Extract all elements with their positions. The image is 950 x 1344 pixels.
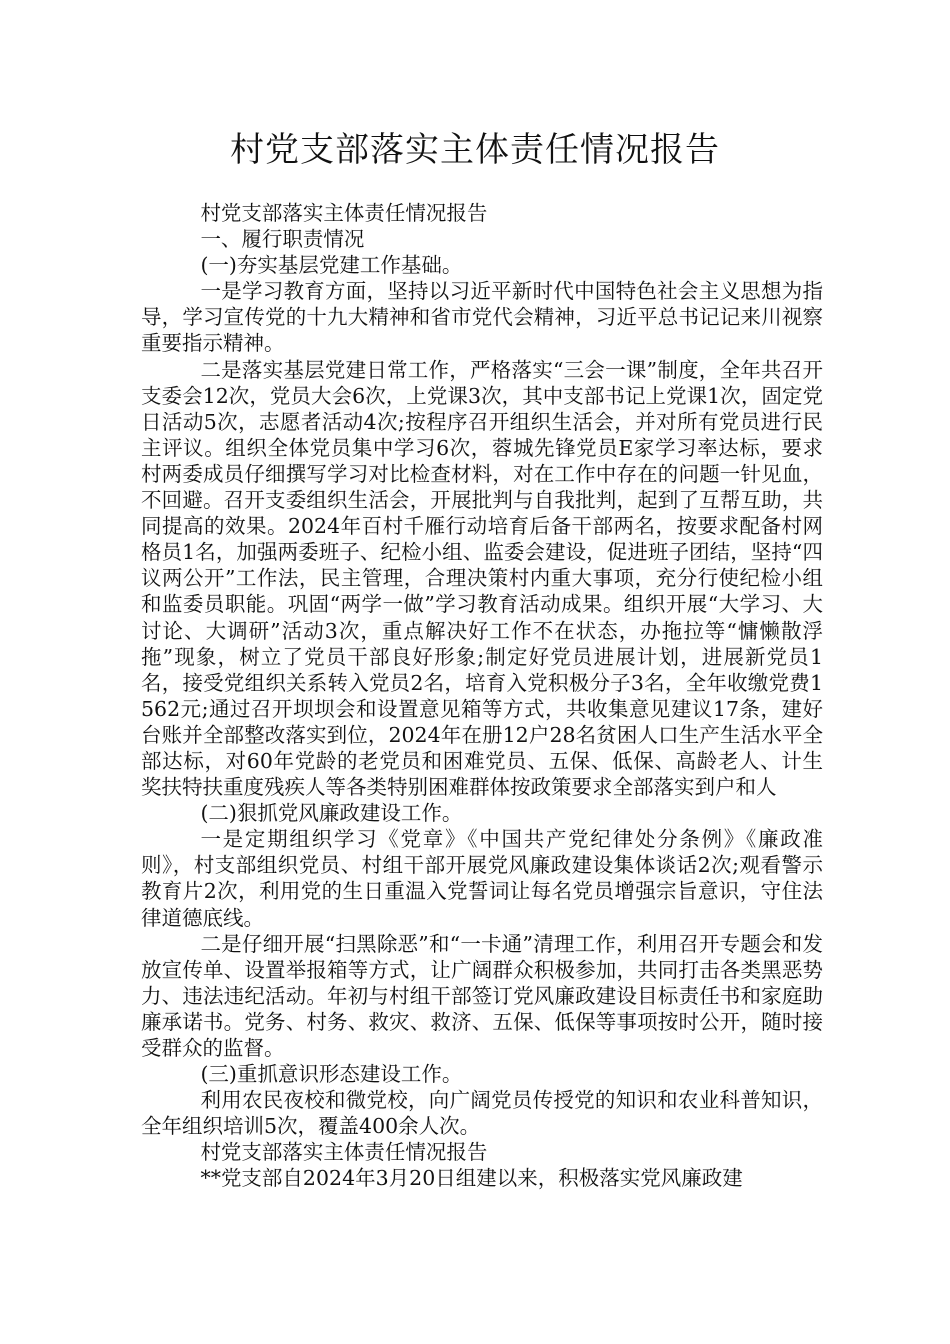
paragraph: 一是定期组织学习《党章》《中国共产党纪律处分条例》《廉政准则》，村支部组织党员、村组干部开展党风廉政建设集体谈话2次;观看警示教育片2次，利用党的生日重温入党誓词让每名党员增强宗旨意识，守住法律道德底线。 — [141, 827, 823, 930]
document-body — [141, 200, 823, 1192]
paragraph: 一是学习教育方面，坚持以习近平新时代中国特色社会主义思想为指导，学习宣传党的十九大精神和省市党代会精神，习近平总书记记来川视察重要指示精神。 — [141, 279, 823, 356]
paragraph-subtitle: 村党支部落实主体责任情况报告 — [200, 201, 488, 225]
subsection-heading-2: (二)狠抓党风廉政建设工作。 — [200, 801, 463, 826]
subsection-heading-1: (一)夯实基层党建工作基础。 — [200, 253, 463, 278]
paragraph: **党支部自2024年3月20日组建以来，积极落实党风廉政建 — [200, 1166, 743, 1191]
section-heading-1: 一、履行职责情况 — [200, 227, 365, 252]
paragraph-repeated-title: 村党支部落实主体责任情况报告 — [200, 1140, 488, 1165]
paragraph: 二是落实基层党建日常工作，严格落实“三会一课”制度，全年共召开支委会12次，党员大会6次，上党课3次，其中支部书记上党课1次，固定党日活动5次，志愿者活动4次;按程序召开组织生活会，并对所有党员进行民主评议。组织全体党员集中学习6次，蓉城先锋党员E家学习率达标，要求村两委成员仔细撰写学习对比检查材料，对在工作中存在的问题一针见血，不回避。召开支委组织生活会，开展批判与自我批判，起到了互帮互助，共同提高的效果。2024年百村千雁行动培育后备干部两名，按要求配备村网格员1名，加强两委班子、纪检小组、监委会建设，促进班子团结，坚持“四议两公开”工作法，民主管理，合理决策村内重大事项，充分行使纪检小组和监委员职能。巩固“两学一做”学习教育活动成果。组织开展“大学习、大讨论、大调研”活动3次，重点解决好工作不在状态，办拖拉等“慵懒散浮拖”现象，树立了党员干部良好形象;制定好党员进展计划，进展新党员1名，接受党组织关系转入党员2名，培育入党积极分子3名，全年收缴党费1562元;通过召开坝坝会和设置意见箱等方式，共收集意见建议17条，建好台账并全部整改落实到位，2024年在册12户28名贫困人口生产生活水平全部达标，对60年党龄的老党员和困难党员、五保、低保、高龄老人、计生奖扶特扶重度残疾人等各类特别困难群体按政策要求全部落实到户和人 — [141, 357, 823, 800]
document-title: 村党支部落实主体责任情况报告 — [230, 130, 720, 170]
subsection-heading-3: (三)重抓意识形态建设工作。 — [200, 1062, 463, 1087]
paragraph: 二是仔细开展“扫黑除恶”和“一卡通”清理工作，利用召开专题会和发放宣传单、设置举报箱等方式，让广阔群众积极参加，共同打击各类黑恶势力、违法违纪活动。年初与村组干部签订党风廉政建设目标责任书和家庭助廉承诺书。党务、村务、救灾、救济、五保、低保等事项按时公开，随时接受群众的监督。 — [141, 931, 823, 1060]
paragraph: 利用农民夜校和微党校，向广阔党员传授党的知识和农业科普知识，全年组织培训5次，覆盖400余人次。 — [141, 1088, 823, 1139]
